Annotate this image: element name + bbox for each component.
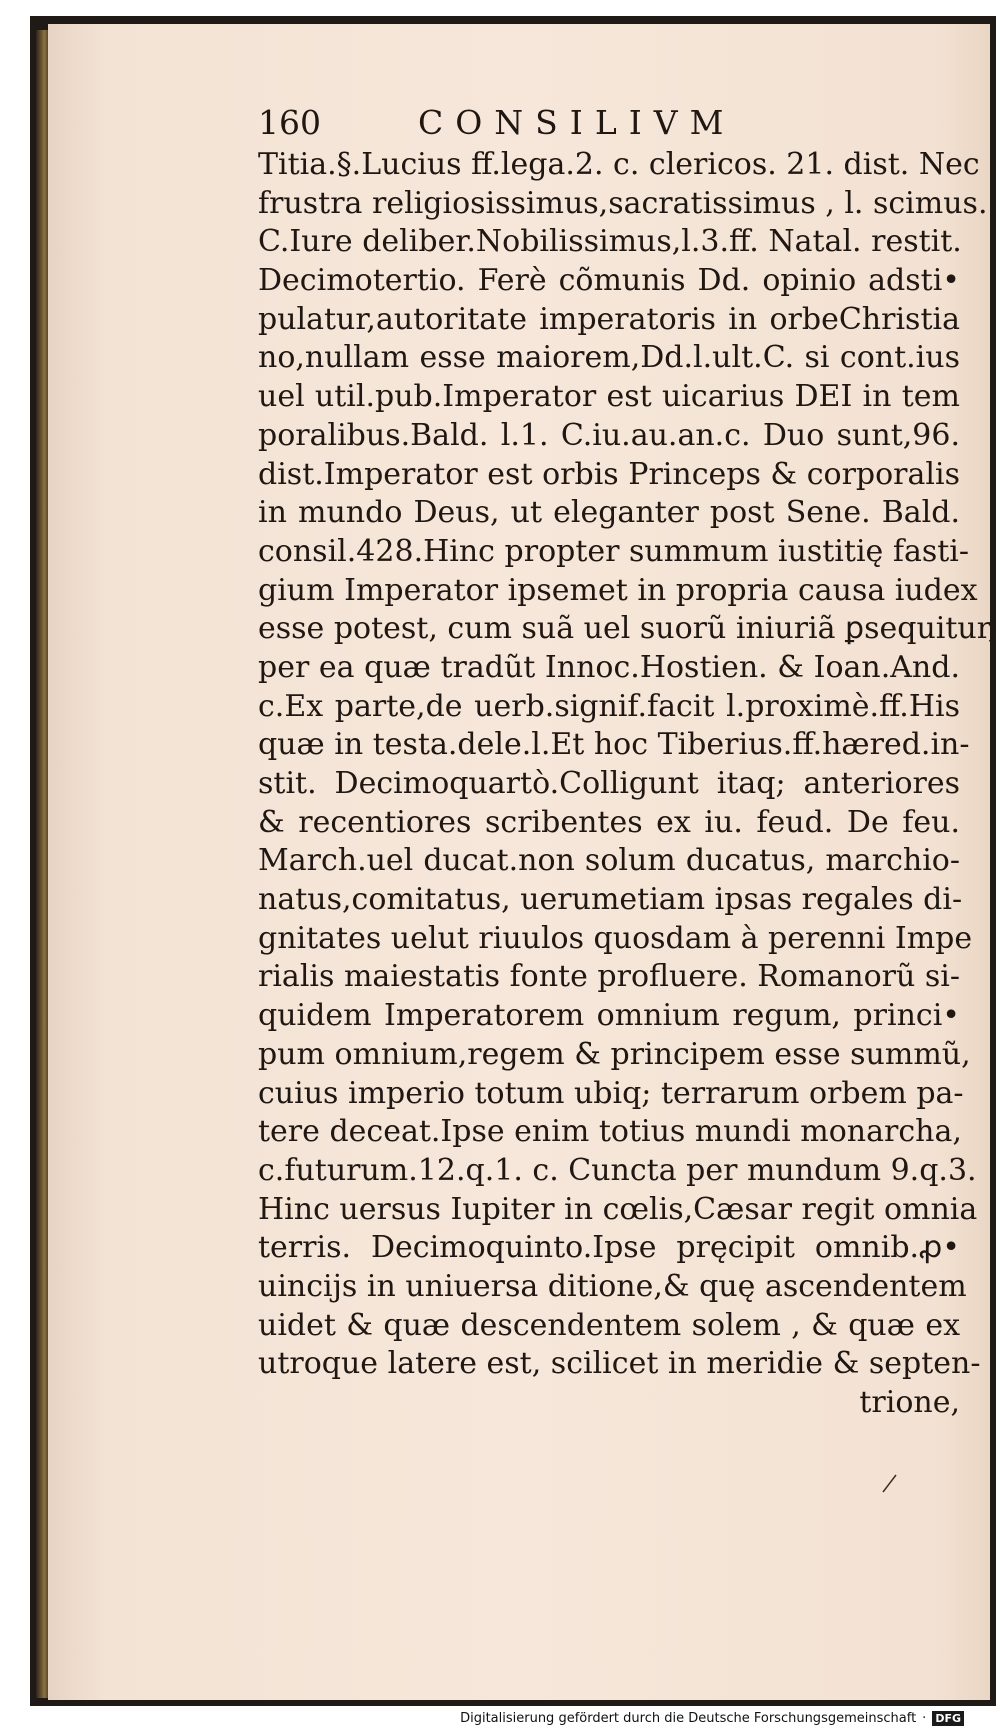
text-line: pum omnium,regem & principem esse summũ,	[258, 1036, 971, 1072]
text-line: c.Ex parte,de uerb.signif.facit l.proximè.ff.His	[258, 688, 960, 724]
text-line: stit. Decimoquartò.Colligunt itaq; anteriores	[258, 766, 960, 801]
dfg-logo: DFG	[932, 1711, 964, 1726]
text-line: tere deceat.Ipse enim totius mundi monarcha,	[258, 1114, 962, 1150]
pen-mark	[880, 1472, 900, 1494]
text-line: poralibus.Bald. l.1. C.iu.au.an.c. Duo sunt,96.	[258, 417, 960, 453]
text-line: dist.Imperator est orbis Princeps & corporalis	[258, 456, 960, 492]
text-line: utroque latere est, scilicet in meridie & septen-	[258, 1346, 981, 1382]
text-line: no,nullam esse maiorem,Dd.l.ult.C. si cont.ius	[258, 340, 960, 376]
text-line: per ea quæ tradũt Innoc.Hostien. & Ioan.And.	[258, 649, 960, 685]
text-line: gium Imperator ipsemet in propria causa iudex	[258, 572, 978, 608]
text-line: quæ in testa.dele.l.Et hoc Tiberius.ff.hæred.in-	[258, 727, 970, 763]
running-title: CONSILIVM	[418, 103, 736, 142]
text-line: uel util.pub.Imperator est uicarius DEI in tem	[258, 379, 960, 415]
text-line: in mundo Deus, ut eleganter post Sene. Bald.	[258, 495, 960, 531]
text-line: C.Iure deliber.Nobilissimus,l.3.ff. Natal. restit.	[258, 224, 962, 260]
text-line: uincijs in uniuersa ditione,& quę ascendentem	[258, 1268, 967, 1304]
text-line: gnitates uelut riuulos quosdam à perenni Impe	[258, 920, 973, 956]
text-line: & recentiores scribentes ex iu. feud. De feu.	[258, 804, 960, 840]
text-line: c.futurum.12.q.1. c. Cuncta per mundum 9.q.3.	[258, 1152, 977, 1188]
text-line: trione,	[859, 1385, 960, 1420]
text-line: uidet & quæ descendentem solem , & quæ ex	[258, 1307, 960, 1343]
text-line: March.uel ducat.non solum ducatus, marchio-	[258, 843, 960, 879]
text-line: terris. Decimoquinto.Ipse pręcipit omnib.ꝓ•	[258, 1230, 960, 1266]
text-line: natus,comitatus, uerumetiam ipsas regales di-	[258, 882, 963, 918]
page-number: 160	[258, 103, 321, 142]
running-head	[258, 100, 960, 146]
text-line: rialis maiestatis fonte profluere. Romanorũ si-	[258, 959, 960, 995]
digitization-credit: Digitalisierung gefördert durch die Deutsche Forschungsgemeinschaft · DFG	[460, 1711, 964, 1726]
text-line: esse potest, cum suã uel suorũ iniuriã ꝑsequitur,	[258, 611, 998, 647]
text-line: Decimotertio. Ferè cõmunis Dd. opinio adsti•	[258, 263, 960, 299]
credit-text: Digitalisierung gefördert durch die Deutsche Forschungsgemeinschaft	[460, 1711, 917, 1726]
text-line: pulatur,autoritate imperatoris in orbeChristia	[258, 301, 960, 337]
body-text	[258, 146, 998, 1423]
text-block	[258, 100, 998, 1423]
text-line: Hinc uersus Iupiter in cœlis,Cæsar regit omnia	[258, 1191, 978, 1227]
text-line: cuius imperio totum ubiq; terrarum orbem pa-	[258, 1075, 964, 1111]
text-line: Titia.§.Lucius ff.lega.2. c. clericos. 21. dist. Nec	[258, 147, 980, 182]
text-line: quidem Imperatorem omnium regum, princi•	[258, 998, 960, 1034]
text-line: frustra religiosissimus,sacratissimus , l. scimus.	[258, 185, 988, 221]
text-line: consil.428.Hinc propter summum iustitię fasti-	[258, 533, 970, 569]
